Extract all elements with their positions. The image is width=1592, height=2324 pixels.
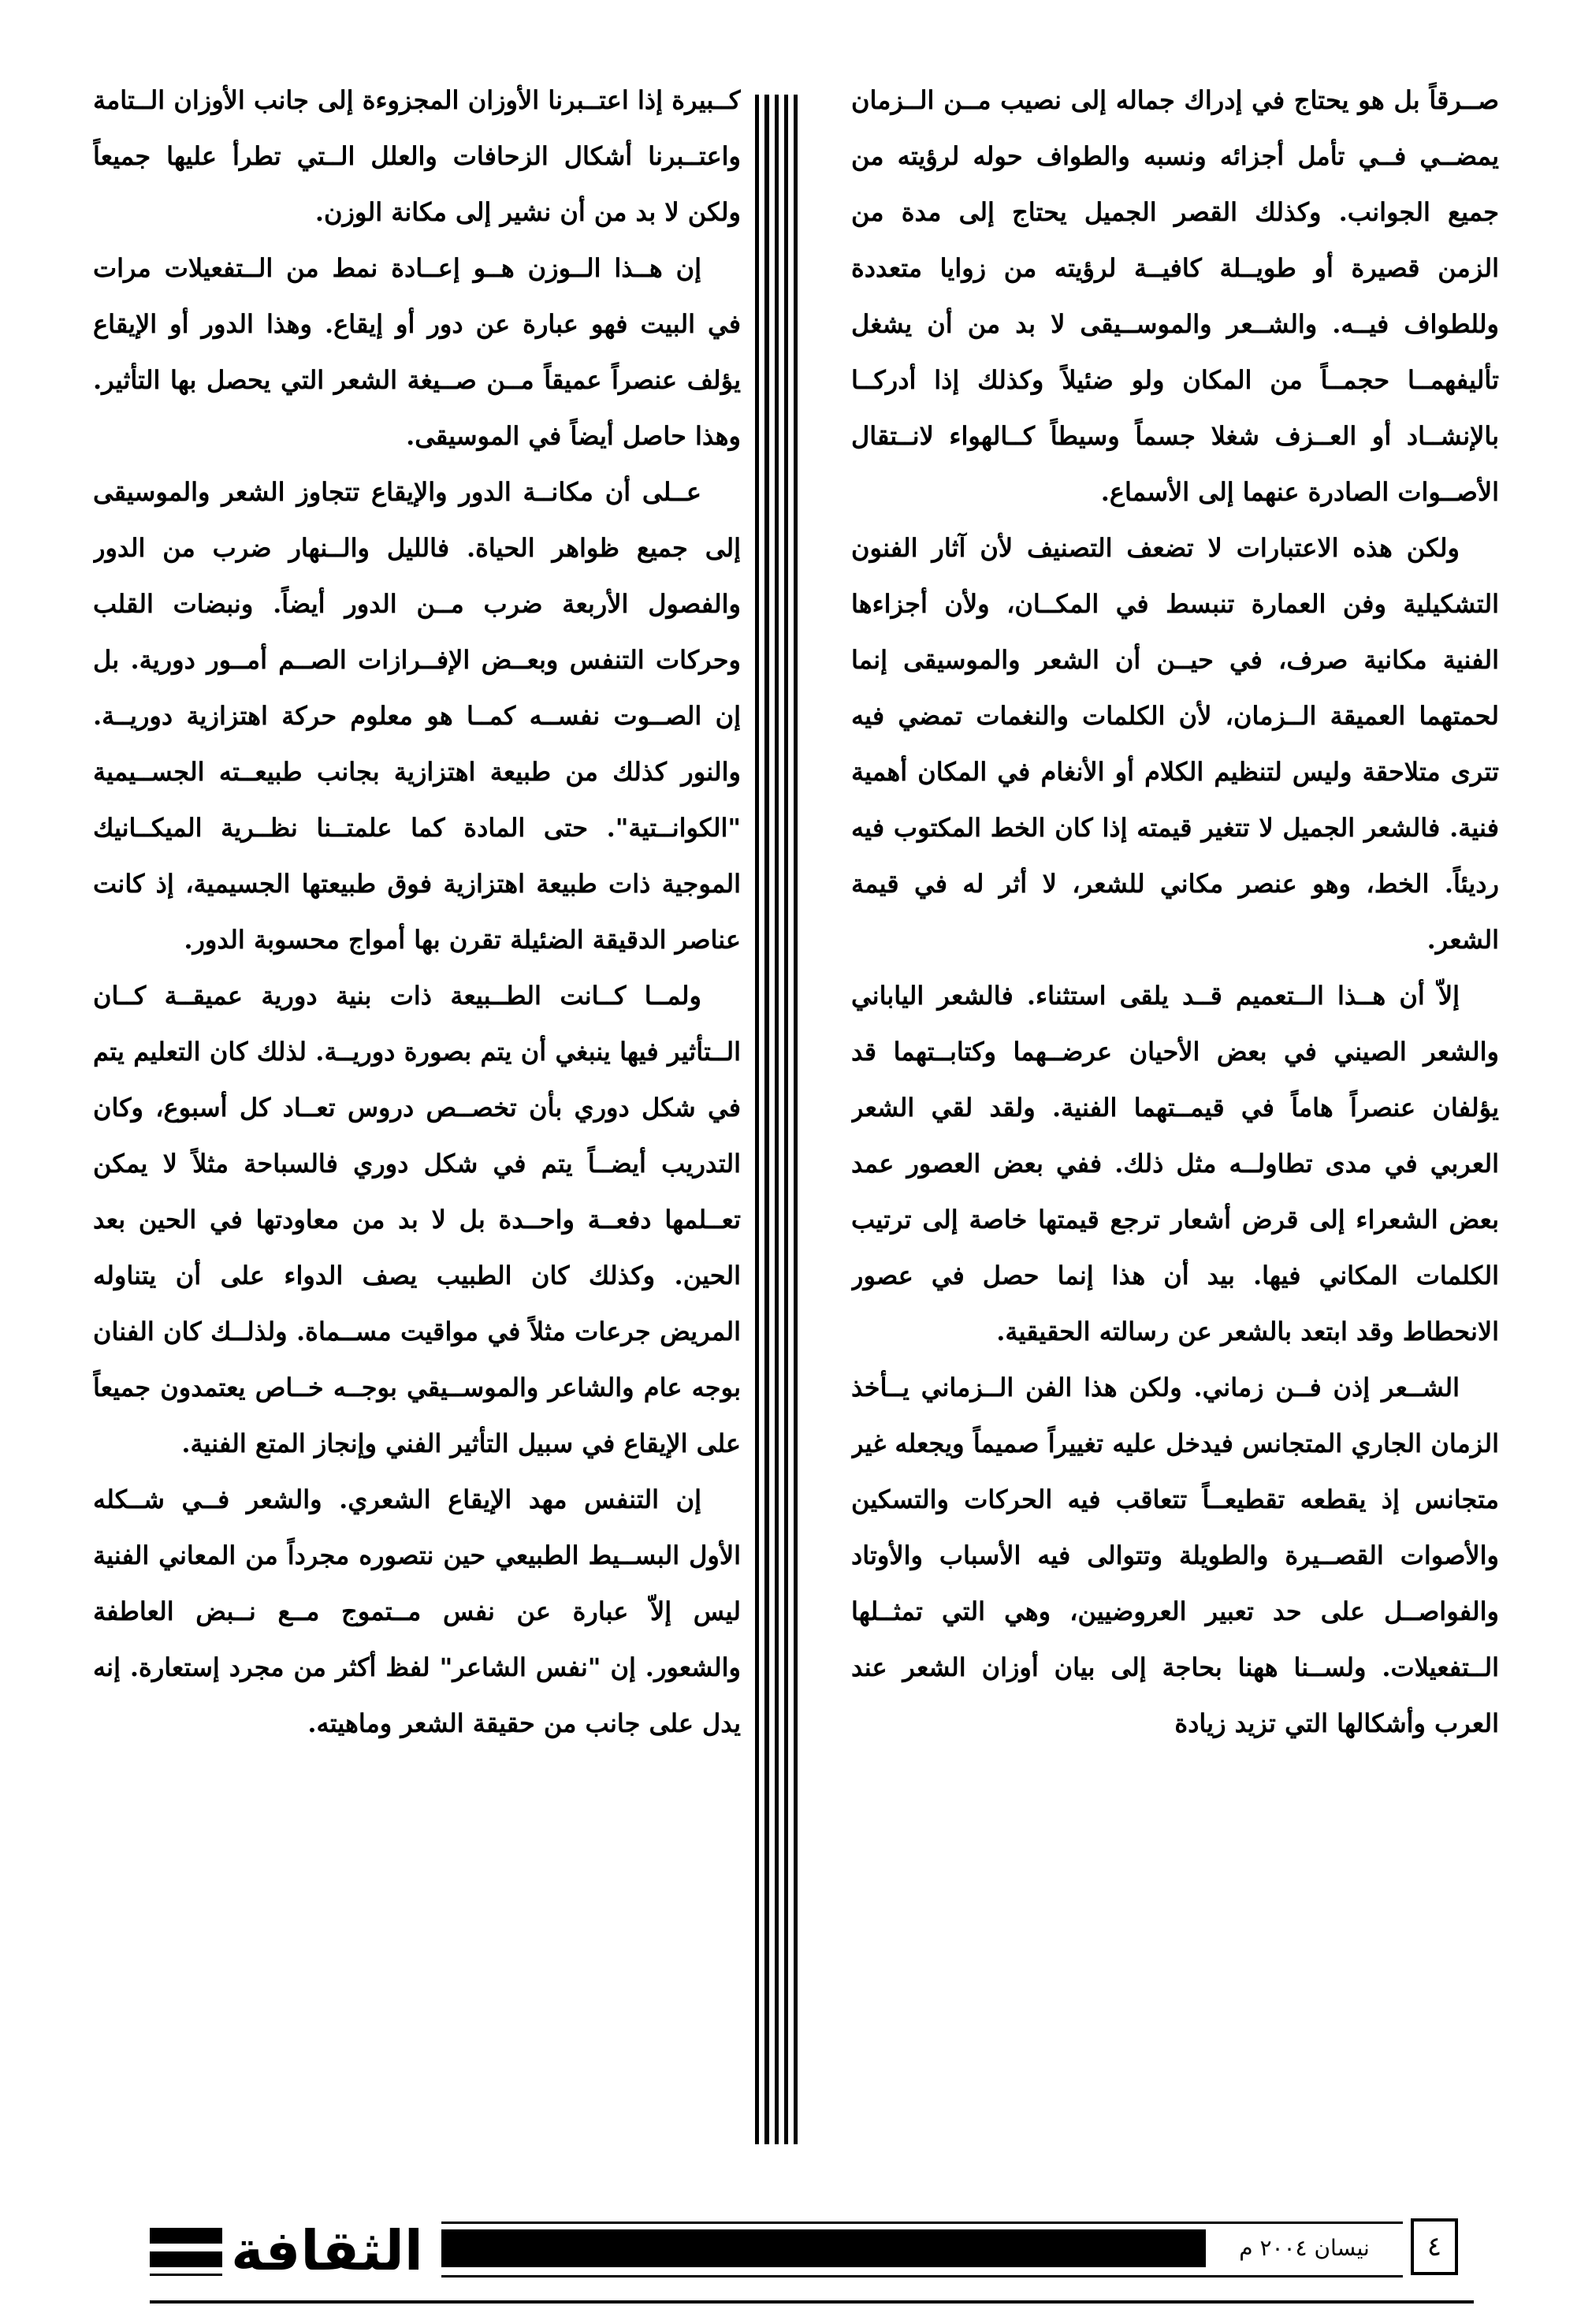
right-text-column <box>851 73 1499 2146</box>
footer-line-middle <box>441 2275 1403 2277</box>
column-divider <box>764 95 769 2144</box>
paragraph: ولمــا كــانت الطــبيعة ذات بنية دورية عميقــة كــان الــتأثير فيها ينبغي أن يتم بصورة دوريــة. لذلك كان التعليم يتم في شكل دوري بأن تخصــص دروس تعــاد كل أسبوع، وكان التدريب أيضــاً يتم في شكل دوري فالسباحة مثلاً لا يمكن تعــلمها دفعــة واحــدة بل لا بد من معاودتها في الحين بعد الحين. وكذلك كان الطبيب يصف الدواء على أن يتناوله المريض جرعات مثلاً في مواقيت مســماة. ولذلــك كان الفنان بوجه عام والشاعر والموســيقي بوجــه خــاص يعتمدون جميعاً على الإيقاع في سبيل التأثير الفني وإنجاز المتع الفنية. <box>93 981 741 1458</box>
magazine-logo: الثقافة <box>231 2218 423 2283</box>
column-divider <box>775 95 779 2144</box>
paragraph: الشــعر إذن فــن زماني. ولكن هذا الفن الــزماني يــأخذ الزمان الجاري المتجانس فيدخل عليه تغييراً صميماً ويجعله غير متجانس إذ يقطعه تقطيعــاً تتعاقب فيه الحركات والتسكين والأصوات القصــيرة والطويلة وتتوالى فيه الأسباب والأوتاد والفواصــل على حد تعبير العروضيين، وهي التي تمثــلها الــتفعيلات. ولســنا ههنا بحاجة إلى بيان أوزان الشعر عند العرب وأشكالها التي تزيد زيادة <box>851 1372 1499 1738</box>
issue-date: نيسان ٢٠٠٤ م <box>1239 2235 1370 2261</box>
page-number: ٤ <box>1411 2218 1458 2275</box>
column-divider <box>755 95 759 2144</box>
footer-line-left <box>150 2274 222 2276</box>
column-divider <box>794 95 798 2144</box>
footer-bar-middle <box>441 2229 1206 2267</box>
footer-bar-left <box>150 2228 222 2244</box>
footer-line-middle <box>441 2222 1403 2224</box>
paragraph: ولكن هذه الاعتبارات لا تضعف التصنيف لأن آثار الفنون التشكيلية وفن العمارة تنبسط في المكــان، ولأن أجزاءها الفنية مكانية صرف، في حيــن أن الشعر والموسيقى إنما لحمتهما العميقة الــزمان، لأن الكلمات والنغمات تمضي فيه تترى متلاحقة وليس لتنظيم الكلام أو الأنغام في المكان أهمية فنية. فالشعر الجميل لا تتغير قيمته إذا كان الخط المكتوب فيه رديئاً. الخط، وهو عنصر مكاني للشعر، لا أثر له في قيمة الشعر. <box>851 533 1499 955</box>
column-divider <box>784 95 788 2144</box>
paragraph: صــرقاً بل هو يحتاج في إدراك جماله إلى نصيب مــن الــزمان يمضــي فــي تأمل أجزائه ونسبه والطواف حوله لرؤيته من جميع الجوانب. وكذلك القصر الجميل يحتاج إلى مدة من الزمن قصيرة أو طويــلة كافيــة لرؤيته من زوايا متعددة وللطواف فيــه. والشــعر والموســيقى لا بد من أن يشغل تأليفهمــا حجمــاً من المكان ولو ضئيلاً وكذلك إذا أدركــا بالإنشــاد أو العــزف شغلا جسماً وسيطاً كــالهواء لانــتقال الأصــوات الصادرة عنهما إلى الأسماع. <box>851 85 1499 507</box>
paragraph: كــبيرة إذا اعتــبرنا الأوزان المجزوءة إلى جانب الأوزان الــتامة واعتــبرنا أشكال الزحافات والعلل الــتي تطرأ عليها جميعاً ولكن لا بد من أن نشير إلى مكانة الوزن. <box>93 85 741 227</box>
left-text-column <box>93 73 741 2146</box>
paragraph: إن هــذا الــوزن هــو إعــادة نمط من الــتفعيلات مرات في البيت فهو عبارة عن دور أو إيقاع. وهذا الدور أو الإيقاع يؤلف عنصراً عميقاً مــن صــيغة الشعر التي يحصل بها التأثير. وهذا حاصل أيضاً في الموسيقى. <box>93 253 741 451</box>
footer-bottom-rule <box>150 2300 1474 2304</box>
paragraph: إلاّ أن هــذا الــتعميم قــد يلقى استثناء. فالشعر الياباني والشعر الصيني في بعض الأحيان عرضــهما وكتابــتهما قد يؤلفان عنصراً هاماً في قيمــتهما الفنية. ولقد لقي الشعر العربي في مدى تطاولــه مثل ذلك. ففي بعض العصور عمد بعض الشعراء إلى قرض أشعار ترجع قيمتها خاصة إلى ترتيب الكلمات المكاني فيها. بيد أن هذا إنما حصل في عصور الانحطاط وقد ابتعد بالشعر عن رسالته الحقيقية. <box>851 981 1499 1346</box>
paragraph: إن التنفس مهد الإيقاع الشعري. والشعر فــي شــكله الأول البســيط الطبيعي حين نتصوره مجرداً من المعاني الفنية ليس إلاّ عبارة عن نفس مــتموج مــع نــبض العاطفة والشعور. إن "نفس الشاعر" لفظ أكثر من مجرد إستعارة. إنه يدل على جانب من حقيقة الشعر وماهيته. <box>93 1484 741 1738</box>
footer-bar-left <box>150 2251 222 2267</box>
paragraph: عــلى أن مكانــة الدور والإيقاع تتجاوز الشعر والموسيقى إلى جميع ظواهر الحياة. فالليل والــنهار ضرب من الدور والفصول الأربعة ضرب مــن الدور أيضاً. ونبضات القلب وحركات التنفس وبعــض الإفــرازات الصــم أمــور دورية. بل إن الصــوت نفســه كمــا هو معلوم حركة اهتزازية دوريــة. والنور كذلك من طبيعة اهتزازية بجانب طبيعــته الجســيمية "الكوانــتية". حتى المادة كما علمتــنا نظــرية الميكــانيك الموجية ذات طبيعة اهتزازية فوق طبيعتها الجسيمية، إذ كانت عناصر الدقيقة الضئيلة تقرن بها أمواج محسوبة الدور. <box>93 477 741 955</box>
